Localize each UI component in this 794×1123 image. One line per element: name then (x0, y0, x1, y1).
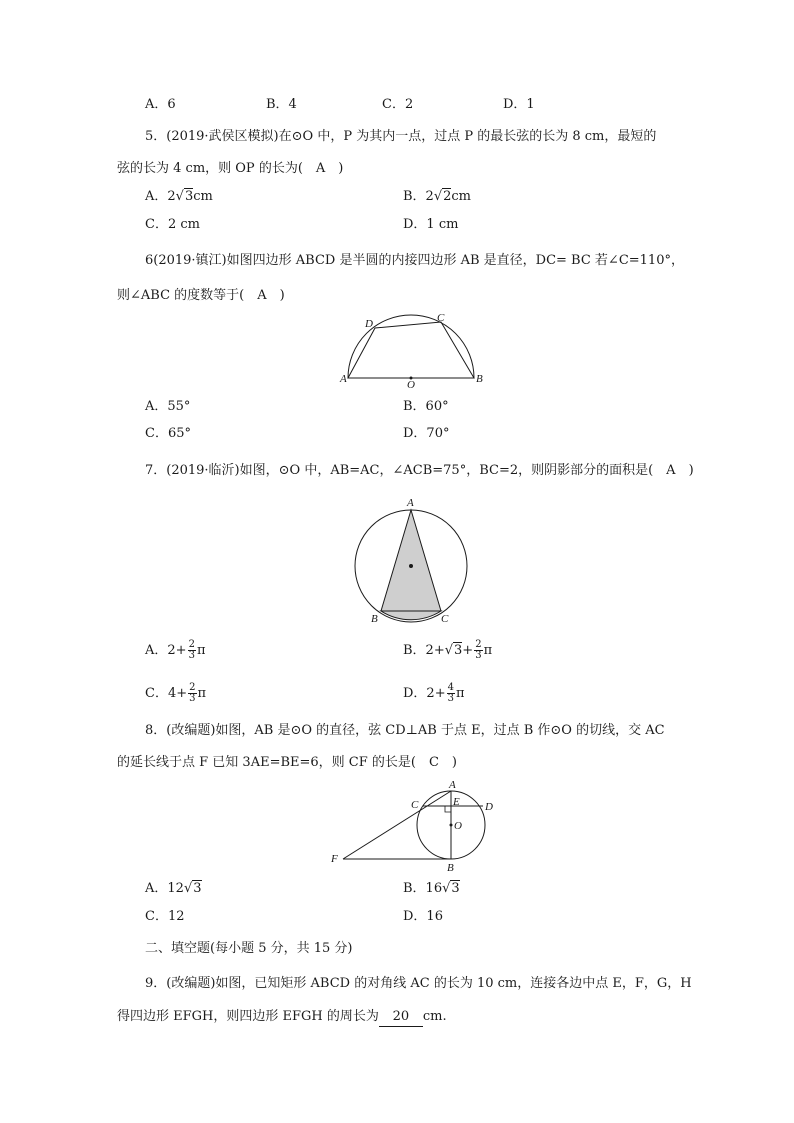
q4-option-d: D．1 (503, 97, 535, 112)
q8-line2: 的延长线于点 F 已知 3AE=BE=6，则 CF 的长是( C ) (117, 755, 457, 770)
q8-label-b: B (447, 862, 454, 873)
q7-label-a: A (407, 497, 414, 509)
q8-option-c: C．12 (145, 909, 185, 924)
q8-option-d: D．16 (403, 909, 443, 924)
q6-option-b: B．60° (403, 399, 449, 414)
q5-option-a: A．2√3cm (145, 189, 213, 204)
q7-label-b: B (371, 613, 378, 625)
q6-option-a: A．55° (145, 399, 191, 414)
q6-label-o: O (407, 379, 415, 391)
q8-label-a: A (449, 779, 456, 791)
q8-tangent-figure (325, 778, 500, 873)
q9-answer-blank: 20 (379, 1008, 423, 1027)
q7-option-d: D．2+ $\frac{4}{3}$ π (403, 682, 465, 704)
q7-label-c: C (441, 613, 449, 625)
q5-option-b: B．2√2cm (403, 189, 472, 204)
q7-option-c: C．4+ $\frac{2}{3}$ π (145, 682, 207, 704)
q5-line1: 5．(2019·武侯区模拟)在⊙O 中，P 为其内一点，过点 P 的最长弦的长为 8 cm，最短的 (145, 129, 657, 144)
q6-label-d: D (365, 318, 373, 330)
q4-option-b: B．4 (266, 97, 297, 112)
q7-circle-figure (345, 494, 480, 626)
q9-line2: 得四边形 EFGH，则四边形 EFGH 的周长为 20 cm. (117, 1008, 447, 1027)
q5-option-d: D．1 cm (403, 217, 459, 232)
q8-label-o: O (454, 820, 462, 832)
q8-label-f: F (331, 853, 338, 865)
q7-option-b: B．2+√3+ $\frac{2}{3}$ π (403, 639, 493, 661)
q6-label-a: A (340, 373, 347, 385)
q4-option-a: A．6 (145, 97, 176, 112)
q6-label-b: B (476, 373, 483, 385)
q7-option-a: A．2+ $\frac{2}{3}$ π (145, 639, 206, 661)
q8-label-c: C (411, 799, 419, 811)
q6-line1: 6(2019·镇江)如图四边形 ABCD 是半圆的内接四边形 AB 是直径，DC= BC 若∠C=110°， (145, 253, 684, 268)
q6-semicircle-figure (335, 308, 490, 393)
q5-option-c: C．2 cm (145, 217, 200, 232)
q8-option-b: B．16√3 (403, 881, 460, 896)
q4-option-c: C．2 (382, 97, 414, 112)
q6-option-d: D．70° (403, 426, 450, 441)
q6-option-c: C．65° (145, 426, 191, 441)
section-heading-fill-in: 二、填空题(每小题 5 分，共 15 分) (145, 941, 353, 956)
q7-line1: 7．(2019·临沂)如图，⊙O 中，AB=AC，∠ACB=75°，BC=2，则阴影部分的面积是( A ) (145, 463, 694, 478)
q8-label-d: D (485, 801, 493, 813)
q5-line2: 弦的长为 4 cm，则 OP 的长为( A ) (117, 161, 344, 176)
q8-label-e: E (453, 796, 460, 808)
q8-line1: 8．(改编题)如图，AB 是⊙O 的直径，弦 CD⊥AB 于点 E，过点 B 作⊙O 的切线，交 AC (145, 723, 665, 738)
q6-label-c: C (437, 312, 445, 324)
q6-line2: 则∠ABC 的度数等于( A ) (117, 288, 285, 303)
q8-option-a: A．12√3 (145, 881, 202, 896)
q9-line1: 9．(改编题)如图，已知矩形 ABCD 的对角线 AC 的长为 10 cm，连接各边中点 E，F，G，H (145, 976, 692, 991)
